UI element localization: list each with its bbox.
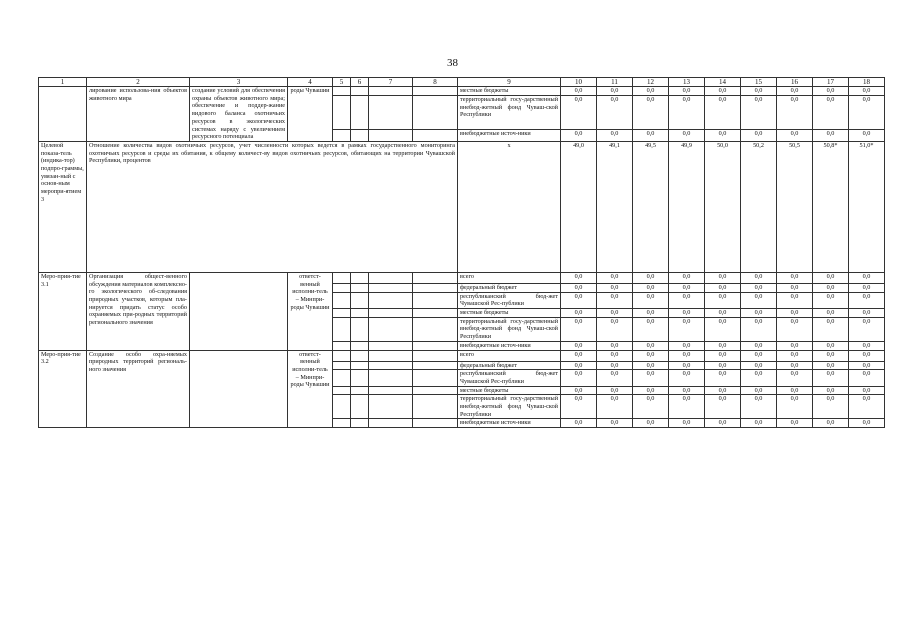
header-cell: 15 xyxy=(741,78,777,87)
funding-source-cell: территориальный госу-дарственный внебюд-жетный фонд Чуваш-ской Республики xyxy=(458,317,561,341)
cont-row xyxy=(39,87,885,96)
value-cell: 0,0 xyxy=(633,317,669,341)
value-cell: 0,0 xyxy=(633,386,669,395)
value-cell: 0,0 xyxy=(597,361,633,370)
value-cell: 0,0 xyxy=(777,309,813,318)
funding-source-cell: республиканский бюд-жет Чувашской Рес-публики xyxy=(458,292,561,308)
value-cell: 0,0 xyxy=(777,87,813,96)
header-cell: 16 xyxy=(777,78,813,87)
code-cell xyxy=(333,361,351,370)
program-table xyxy=(38,77,885,428)
funding-source-cell: всего xyxy=(458,350,561,361)
value-cell: 0,0 xyxy=(813,419,849,428)
value-cell: 0,0 xyxy=(813,386,849,395)
value-cell: 0,0 xyxy=(813,370,849,386)
value-cell: 0,0 xyxy=(561,395,597,419)
code-cell xyxy=(333,386,351,395)
value-cell: 0,0 xyxy=(597,370,633,386)
indicator-value-cell: 50,2 xyxy=(741,141,777,272)
indicator-x-cell: х xyxy=(458,141,561,272)
goal-cell xyxy=(190,272,288,350)
code-cell xyxy=(369,370,413,386)
value-cell: 0,0 xyxy=(777,419,813,428)
code-cell xyxy=(413,283,458,292)
code-cell xyxy=(351,350,369,361)
value-cell: 0,0 xyxy=(597,341,633,350)
header-cell: 12 xyxy=(633,78,669,87)
funding-source-cell: всего xyxy=(458,272,561,283)
value-cell: 0,0 xyxy=(777,386,813,395)
value-cell: 0,0 xyxy=(669,317,705,341)
indicator-label-cell: Целевой показа-тель (индика-тор) подпро-граммы, увязан-ный с основ-ным меропри-ятием 3 xyxy=(39,141,87,272)
value-cell: 0,0 xyxy=(597,386,633,395)
header-cell: 11 xyxy=(597,78,633,87)
responsible-cell: роды Чувашии xyxy=(288,87,333,142)
value-cell: 0,0 xyxy=(561,272,597,283)
indicator-value-cell: 50,0 xyxy=(705,141,741,272)
value-cell: 0,0 xyxy=(849,395,885,419)
code-cell xyxy=(413,350,458,361)
value-cell: 0,0 xyxy=(633,96,669,130)
indicator-value-cell: 49,1 xyxy=(597,141,633,272)
value-cell: 0,0 xyxy=(705,87,741,96)
value-cell: 0,0 xyxy=(561,370,597,386)
value-cell: 0,0 xyxy=(849,370,885,386)
code-cell xyxy=(351,272,369,283)
value-cell: 0,0 xyxy=(633,87,669,96)
value-cell: 0,0 xyxy=(669,87,705,96)
value-cell: 0,0 xyxy=(813,96,849,130)
code-cell xyxy=(413,395,458,419)
value-cell: 0,0 xyxy=(741,350,777,361)
code-cell xyxy=(369,341,413,350)
value-cell: 0,0 xyxy=(561,87,597,96)
value-cell: 0,0 xyxy=(741,129,777,141)
value-cell: 0,0 xyxy=(669,419,705,428)
value-cell: 0,0 xyxy=(561,283,597,292)
code-cell xyxy=(333,341,351,350)
code-cell xyxy=(351,129,369,141)
value-cell: 0,0 xyxy=(849,272,885,283)
value-cell: 0,0 xyxy=(705,317,741,341)
header-cell: 7 xyxy=(369,78,413,87)
value-cell: 0,0 xyxy=(741,395,777,419)
value-cell: 0,0 xyxy=(561,309,597,318)
value-cell: 0,0 xyxy=(597,395,633,419)
code-cell xyxy=(351,361,369,370)
value-cell: 0,0 xyxy=(633,129,669,141)
funding-source-cell: внебюджетные источ-ники xyxy=(458,129,561,141)
value-cell: 0,0 xyxy=(705,283,741,292)
header-cell: 13 xyxy=(669,78,705,87)
value-cell: 0,0 xyxy=(705,361,741,370)
goal-cell: создание условий для обеспечения охраны объектов животного мира; обеспечение и поддер-жание видового баланса охотничьих ресурсов в экологических системах наряду с увеличением ресурсного потенциала xyxy=(190,87,288,142)
value-cell: 0,0 xyxy=(669,129,705,141)
code-cell xyxy=(351,370,369,386)
code-cell xyxy=(351,386,369,395)
code-cell xyxy=(369,419,413,428)
funding-source-cell: федеральный бюджет xyxy=(458,283,561,292)
code-cell xyxy=(413,386,458,395)
value-cell: 0,0 xyxy=(741,96,777,130)
code-cell xyxy=(333,87,351,96)
measure31-row xyxy=(39,272,885,283)
value-cell: 0,0 xyxy=(813,395,849,419)
code-cell xyxy=(413,361,458,370)
header-cell: 17 xyxy=(813,78,849,87)
code-cell xyxy=(333,129,351,141)
indicator-value-cell: 50,8* xyxy=(813,141,849,272)
value-cell: 0,0 xyxy=(633,309,669,318)
value-cell: 0,0 xyxy=(669,341,705,350)
code-cell xyxy=(369,395,413,419)
funding-source-cell: внебюджетные источ-ники xyxy=(458,341,561,350)
code-cell xyxy=(333,272,351,283)
code-cell xyxy=(369,309,413,318)
measure32-row xyxy=(39,350,885,361)
indicator-value-cell: 49,5 xyxy=(633,141,669,272)
code-cell xyxy=(413,292,458,308)
value-cell: 0,0 xyxy=(597,292,633,308)
code-cell xyxy=(333,309,351,318)
header-cell: 9 xyxy=(458,78,561,87)
header-cell: 1 xyxy=(39,78,87,87)
value-cell: 0,0 xyxy=(813,350,849,361)
code-cell xyxy=(369,96,413,130)
value-cell: 0,0 xyxy=(849,350,885,361)
responsible-cell: ответст-венный исполни-тель – Минпри-роды Чувашии xyxy=(288,272,333,350)
value-cell: 0,0 xyxy=(741,419,777,428)
value-cell: 0,0 xyxy=(777,395,813,419)
funding-source-cell: внебюджетные источ-ники xyxy=(458,419,561,428)
value-cell: 0,0 xyxy=(741,341,777,350)
value-cell: 0,0 xyxy=(741,283,777,292)
value-cell: 0,0 xyxy=(813,272,849,283)
code-cell xyxy=(351,341,369,350)
value-cell: 0,0 xyxy=(669,309,705,318)
value-cell: 0,0 xyxy=(813,129,849,141)
value-cell: 0,0 xyxy=(633,341,669,350)
header-row xyxy=(39,78,885,87)
value-cell: 0,0 xyxy=(633,292,669,308)
code-cell xyxy=(333,283,351,292)
value-cell: 0,0 xyxy=(777,283,813,292)
header-cell: 14 xyxy=(705,78,741,87)
value-cell: 0,0 xyxy=(633,283,669,292)
value-cell: 0,0 xyxy=(777,370,813,386)
measure-name-cell: Организация общест-венного обсуждения материалов комплексно-го экологического об-следования природных участков, которым пла-нируется придать статус особо охраняемых при-родных территорий регионального значения xyxy=(87,272,190,350)
value-cell: 0,0 xyxy=(777,317,813,341)
value-cell: 0,0 xyxy=(669,370,705,386)
value-cell: 0,0 xyxy=(813,309,849,318)
value-cell: 0,0 xyxy=(813,341,849,350)
value-cell: 0,0 xyxy=(705,386,741,395)
value-cell: 0,0 xyxy=(669,350,705,361)
value-cell: 0,0 xyxy=(777,350,813,361)
code-cell xyxy=(333,419,351,428)
code-cell xyxy=(351,87,369,96)
value-cell: 0,0 xyxy=(705,129,741,141)
code-cell xyxy=(413,96,458,130)
value-cell: 0,0 xyxy=(705,370,741,386)
value-cell: 0,0 xyxy=(741,292,777,308)
code-cell xyxy=(413,129,458,141)
indicator-value-cell: 49,0 xyxy=(561,141,597,272)
funding-source-cell: республиканский бюд-жет Чувашской Рес-публики xyxy=(458,370,561,386)
code-cell xyxy=(369,361,413,370)
value-cell: 0,0 xyxy=(669,96,705,130)
code-cell xyxy=(413,419,458,428)
value-cell: 0,0 xyxy=(705,395,741,419)
value-cell: 0,0 xyxy=(561,129,597,141)
value-cell: 0,0 xyxy=(669,292,705,308)
value-cell: 0,0 xyxy=(633,350,669,361)
header-cell: 3 xyxy=(190,78,288,87)
row-label-cell: Меро-прия-тие 3.1 xyxy=(39,272,87,350)
funding-source-cell: местные бюджеты xyxy=(458,309,561,318)
code-cell xyxy=(413,317,458,341)
code-cell xyxy=(369,350,413,361)
value-cell: 0,0 xyxy=(561,350,597,361)
value-cell: 0,0 xyxy=(777,129,813,141)
code-cell xyxy=(333,370,351,386)
value-cell: 0,0 xyxy=(669,386,705,395)
code-cell xyxy=(369,283,413,292)
code-cell xyxy=(413,87,458,96)
indicator-value-cell: 50,5 xyxy=(777,141,813,272)
value-cell: 0,0 xyxy=(597,350,633,361)
value-cell: 0,0 xyxy=(633,272,669,283)
value-cell: 0,0 xyxy=(561,317,597,341)
value-cell: 0,0 xyxy=(705,341,741,350)
header-cell: 6 xyxy=(351,78,369,87)
code-cell xyxy=(413,272,458,283)
code-cell xyxy=(351,292,369,308)
funding-source-cell: местные бюджеты xyxy=(458,386,561,395)
value-cell: 0,0 xyxy=(849,419,885,428)
code-cell xyxy=(351,317,369,341)
code-cell xyxy=(369,87,413,96)
value-cell: 0,0 xyxy=(633,370,669,386)
value-cell: 0,0 xyxy=(669,361,705,370)
goal-cell xyxy=(190,350,288,428)
value-cell: 0,0 xyxy=(813,283,849,292)
code-cell xyxy=(369,317,413,341)
value-cell: 0,0 xyxy=(849,87,885,96)
value-cell: 0,0 xyxy=(849,361,885,370)
value-cell: 0,0 xyxy=(777,341,813,350)
value-cell: 0,0 xyxy=(561,96,597,130)
indicator-text-cell: Отношение количества видов охотничьих ресурсов, учет численности которых ведется в рамках государственного мониторинга охотничьих ресурсов и среды их обитания, к общему количест-ву видов охотничьих ресурсов, обитающих на территории Чувашской Республики, процентов xyxy=(87,141,458,272)
code-cell xyxy=(369,129,413,141)
value-cell: 0,0 xyxy=(741,370,777,386)
value-cell: 0,0 xyxy=(597,129,633,141)
code-cell xyxy=(413,370,458,386)
value-cell: 0,0 xyxy=(561,292,597,308)
code-cell xyxy=(333,292,351,308)
value-cell: 0,0 xyxy=(597,309,633,318)
code-cell xyxy=(351,395,369,419)
value-cell: 0,0 xyxy=(561,386,597,395)
code-cell xyxy=(413,341,458,350)
value-cell: 0,0 xyxy=(741,87,777,96)
code-cell xyxy=(333,350,351,361)
value-cell: 0,0 xyxy=(777,272,813,283)
code-cell xyxy=(333,317,351,341)
value-cell: 0,0 xyxy=(597,87,633,96)
value-cell: 0,0 xyxy=(777,361,813,370)
value-cell: 0,0 xyxy=(741,309,777,318)
value-cell: 0,0 xyxy=(741,317,777,341)
value-cell: 0,0 xyxy=(705,96,741,130)
code-cell xyxy=(369,386,413,395)
value-cell: 0,0 xyxy=(849,129,885,141)
value-cell: 0,0 xyxy=(849,317,885,341)
funding-source-cell: территориальный госу-дарственный внебюд-жетный фонд Чуваш-ской Республики xyxy=(458,96,561,130)
page-number: 38 xyxy=(447,57,458,69)
header-cell: 8 xyxy=(413,78,458,87)
value-cell: 0,0 xyxy=(741,272,777,283)
code-cell xyxy=(351,96,369,130)
header-cell: 10 xyxy=(561,78,597,87)
value-cell: 0,0 xyxy=(561,341,597,350)
value-cell: 0,0 xyxy=(849,386,885,395)
funding-source-cell: территориальный госу-дарственный внебюд-жетный фонд Чуваш-ской Республики xyxy=(458,395,561,419)
value-cell: 0,0 xyxy=(777,96,813,130)
value-cell: 0,0 xyxy=(561,361,597,370)
value-cell: 0,0 xyxy=(705,292,741,308)
value-cell: 0,0 xyxy=(597,272,633,283)
header-cell: 18 xyxy=(849,78,885,87)
value-cell: 0,0 xyxy=(705,350,741,361)
value-cell: 0,0 xyxy=(561,419,597,428)
value-cell: 0,0 xyxy=(849,309,885,318)
value-cell: 0,0 xyxy=(849,283,885,292)
value-cell: 0,0 xyxy=(597,283,633,292)
value-cell: 0,0 xyxy=(741,386,777,395)
value-cell: 0,0 xyxy=(705,419,741,428)
value-cell: 0,0 xyxy=(705,272,741,283)
value-cell: 0,0 xyxy=(849,292,885,308)
code-cell xyxy=(351,419,369,428)
value-cell: 0,0 xyxy=(669,283,705,292)
row-label-cell xyxy=(39,87,87,142)
value-cell: 0,0 xyxy=(813,361,849,370)
value-cell: 0,0 xyxy=(813,317,849,341)
code-cell xyxy=(351,283,369,292)
indicator-row xyxy=(39,141,885,272)
funding-source-cell: местные бюджеты xyxy=(458,87,561,96)
funding-source-cell: федеральный бюджет xyxy=(458,361,561,370)
value-cell: 0,0 xyxy=(597,419,633,428)
value-cell: 0,0 xyxy=(849,341,885,350)
value-cell: 0,0 xyxy=(813,87,849,96)
value-cell: 0,0 xyxy=(777,292,813,308)
header-cell: 4 xyxy=(288,78,333,87)
value-cell: 0,0 xyxy=(813,292,849,308)
code-cell xyxy=(333,96,351,130)
value-cell: 0,0 xyxy=(633,395,669,419)
code-cell xyxy=(369,272,413,283)
value-cell: 0,0 xyxy=(705,309,741,318)
value-cell: 0,0 xyxy=(597,317,633,341)
measure-name-cell: лирование использова-ния объектов животного мира xyxy=(87,87,190,142)
value-cell: 0,0 xyxy=(741,361,777,370)
value-cell: 0,0 xyxy=(849,96,885,130)
indicator-value-cell: 51,0* xyxy=(849,141,885,272)
code-cell xyxy=(351,309,369,318)
value-cell: 0,0 xyxy=(633,361,669,370)
code-cell xyxy=(369,292,413,308)
header-cell: 2 xyxy=(87,78,190,87)
value-cell: 0,0 xyxy=(597,96,633,130)
header-cell: 5 xyxy=(333,78,351,87)
code-cell xyxy=(413,309,458,318)
value-cell: 0,0 xyxy=(669,395,705,419)
row-label-cell: Меро-прия-тие 3.2 xyxy=(39,350,87,428)
indicator-value-cell: 49,9 xyxy=(669,141,705,272)
responsible-cell: ответст-венный исполни-тель – Минпри-роды Чувашии xyxy=(288,350,333,428)
value-cell: 0,0 xyxy=(633,419,669,428)
code-cell xyxy=(333,395,351,419)
measure-name-cell: Создание особо охра-няемых природных территорий региональ-ного значения xyxy=(87,350,190,428)
value-cell: 0,0 xyxy=(669,272,705,283)
